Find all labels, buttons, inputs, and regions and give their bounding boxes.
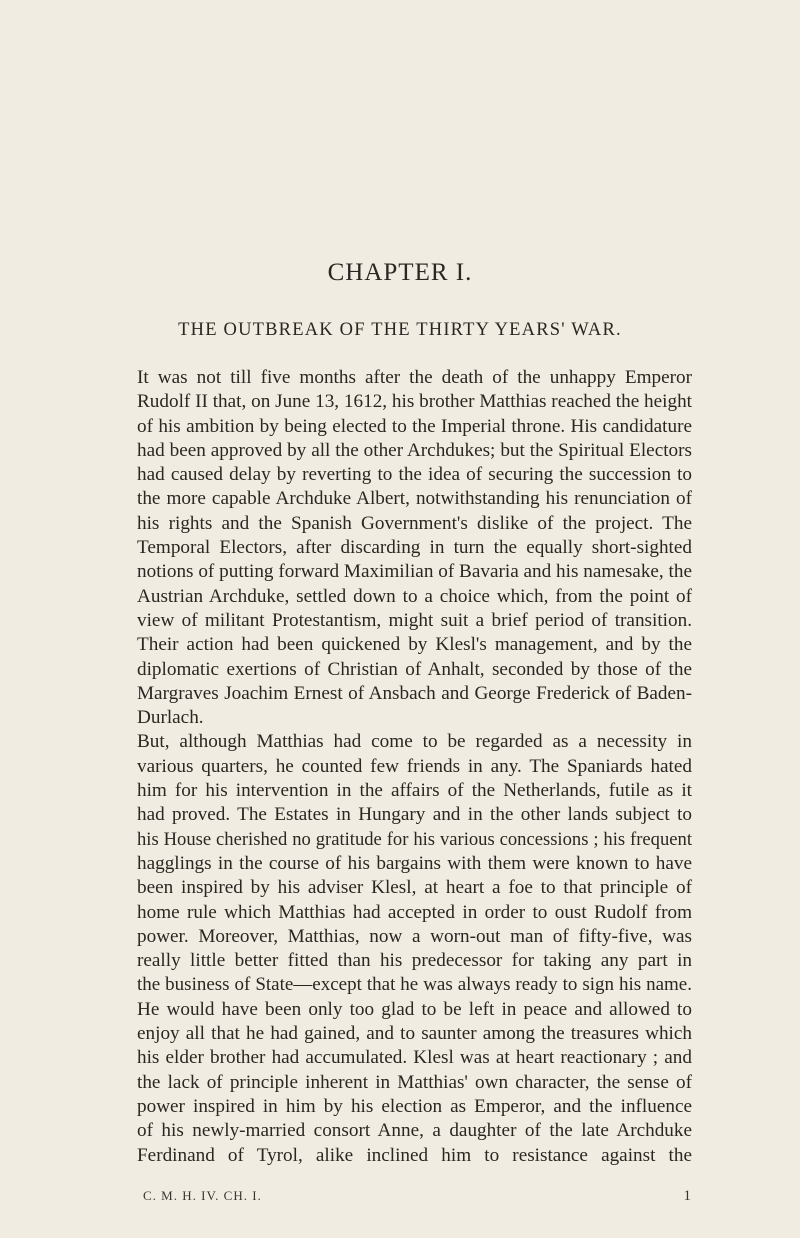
text-line: He would have been only too glad to be left in peace and allowed to — [137, 998, 692, 1020]
text-line: Austrian Archduke, settled down to a choice which, from the point of — [137, 585, 692, 607]
text-line: him for his intervention in the affairs of the Netherlands, futile as it — [137, 780, 692, 802]
text-line: various quarters, he counted few friends in any. The Spaniards hated — [137, 755, 692, 777]
text-line: view of militant Protestantism, might suit a brief period of transition. — [137, 609, 692, 631]
signature-mark: C. M. H. IV. CH. I. — [143, 1188, 262, 1203]
paragraph-1 — [137, 366, 692, 730]
text-line: It was not till five months after the death of the unhappy Emperor — [137, 367, 692, 388]
text-line: power inspired in him by his election as Emperor, and the influence — [137, 1095, 692, 1117]
page-number: 1 — [683, 1188, 692, 1204]
text-line: diplomatic exertions of Christian of Anhalt, seconded by those of the — [137, 658, 692, 680]
text-line: his House cherished no gratitude for his various concessions ; his frequent — [137, 828, 692, 850]
text-line: had been approved by all the other Archdukes; but the Spiritual Electors — [137, 439, 692, 461]
text-line: really little better fitted than his predecessor for taking any part in — [137, 950, 692, 972]
text-line: Durlach. — [137, 707, 204, 729]
text-line: Temporal Electors, after discarding in turn the equally short-sighted — [137, 537, 692, 559]
text-line: power. Moreover, Matthias, now a worn-out man of fifty-five, was — [137, 925, 692, 947]
chapter-title: THE OUTBREAK OF THE THIRTY YEARS' WAR. — [178, 320, 622, 340]
text-line: his elder brother had accumulated. Klesl was at heart reactionary ; and — [137, 1047, 692, 1069]
text-line: his rights and the Spanish Government's dislike of the project. The — [137, 512, 692, 534]
text-line: But, although Matthias had come to be regarded as a necessity in — [137, 731, 692, 753]
text-line: the lack of principle inherent in Matthias' own character, the sense of — [137, 1071, 692, 1093]
text-line: had caused delay by reverting to the idea of securing the succession to — [137, 464, 692, 486]
body-text — [137, 366, 692, 1168]
text-line: had proved. The Estates in Hungary and in the other lands subject to — [137, 804, 692, 826]
text-line: enjoy all that he had gained, and to saunter among the treasures which — [137, 1023, 692, 1045]
text-line: Their action had been quickened by Klesl's management, and by the — [137, 634, 692, 656]
paragraph-2 — [137, 730, 692, 1167]
text-line: of his newly-married consort Anne, a daughter of the late Archduke — [137, 1120, 692, 1142]
text-line: of his ambition by being elected to the Imperial throne. His candidature — [137, 415, 692, 437]
page-footer — [137, 1188, 692, 1208]
text-line: the more capable Archduke Albert, notwithstanding his renunciation of — [137, 488, 692, 510]
text-line: hagglings in the course of his bargains with them were known to have — [137, 852, 692, 874]
text-line: Rudolf II that, on June 13, 1612, his brother Matthias reached the height — [137, 391, 692, 413]
chapter-heading: CHAPTER I. — [327, 259, 473, 286]
text-line: been inspired by his adviser Klesl, at heart a foe to that principle of — [137, 877, 692, 899]
text-line: the business of State—except that he was always ready to sign his name. — [137, 974, 692, 996]
text-line: Ferdinand of Tyrol, alike inclined him to resistance against the — [137, 1144, 692, 1166]
text-line: Margraves Joachim Ernest of Ansbach and George Frederick of Baden- — [137, 682, 692, 704]
text-line: notions of putting forward Maximilian of Bavaria and his namesake, the — [137, 561, 692, 583]
text-line: home rule which Matthias had accepted in order to oust Rudolf from — [137, 901, 692, 923]
